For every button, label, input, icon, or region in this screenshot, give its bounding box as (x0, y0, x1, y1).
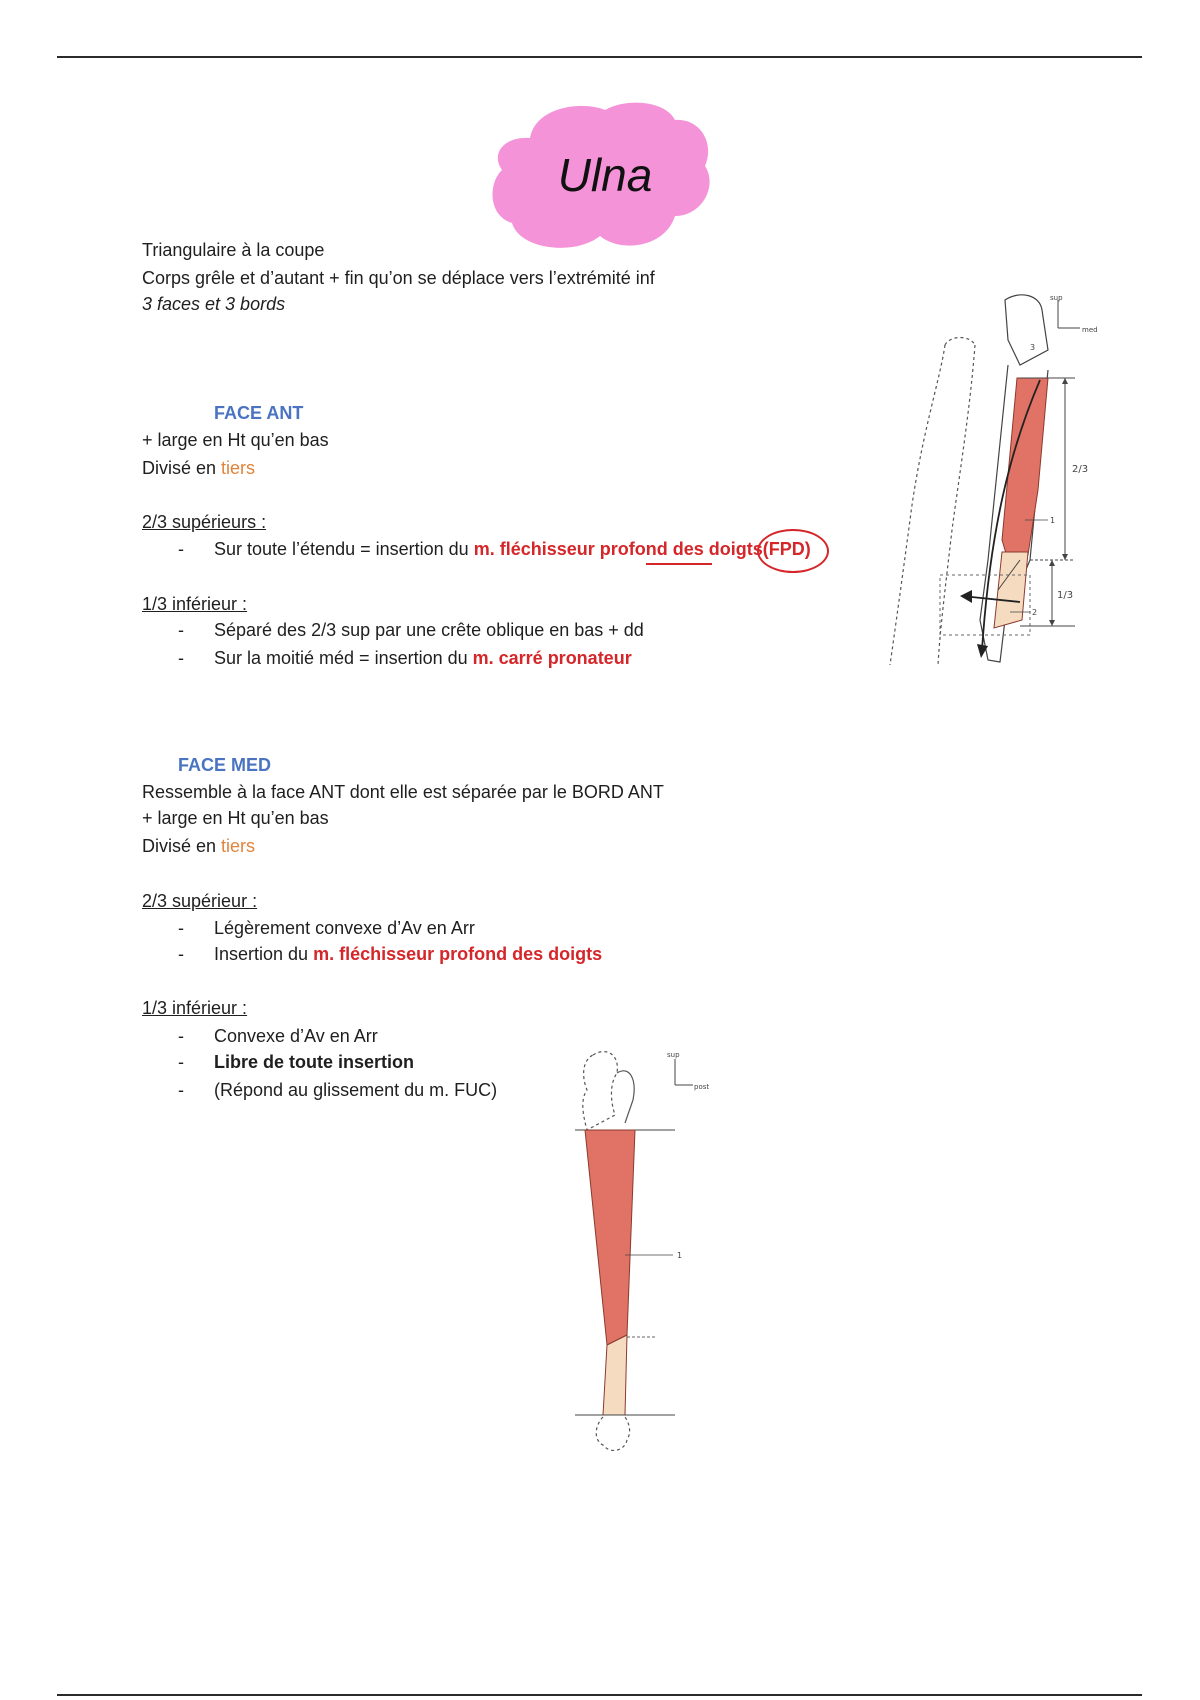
face-ant-line-2-text: Divisé en (142, 458, 222, 478)
intro-line-2: Corps grêle et d’autant + fin qu’on se déplace vers l’extrémité inf (142, 268, 655, 288)
face-med-lower-heading: 1/3 inférieur : (142, 998, 248, 1018)
dash: - (178, 918, 184, 938)
face-med-tiers: tiers (221, 836, 256, 856)
label-3: 3 (1030, 343, 1036, 352)
two-thirds-label: 2/3 (1072, 464, 1089, 475)
face-med-line-1: Ressemble à la face ANT dont elle est séparée par le BORD ANT (142, 782, 664, 802)
face-med-line-3-text: Divisé en (142, 836, 222, 856)
label-1: 1 (1050, 516, 1056, 525)
face-ant-lower-heading: 1/3 inférieur : (142, 594, 248, 614)
hand-underline (646, 563, 712, 565)
face-med-upper-bullet-2 (214, 942, 602, 966)
face-ant-line-2 (142, 456, 255, 480)
fpd-abbr-text: (FPD) (762, 539, 811, 559)
intro-line-1: Triangulaire à la coupe (142, 240, 325, 260)
fpd-abbr (763, 537, 811, 561)
dash: - (178, 944, 184, 964)
top-rule (57, 56, 1142, 58)
ulna-anterior-figure (880, 290, 1100, 675)
page-title: Ulna (557, 149, 653, 201)
dash: - (178, 539, 184, 559)
muscle-name-fpd: m. fléchisseur profond des doigts (313, 944, 603, 964)
face-ant-line-1: + large en Ht qu’en bas (142, 430, 329, 450)
hand-circle (757, 529, 829, 573)
bullet-text: Sur toute l’étendu = insertion du (214, 539, 474, 559)
face-med-heading: FACE MED (178, 755, 272, 775)
face-ant-upper-heading: 2/3 supérieurs : (142, 512, 267, 532)
dash: - (178, 1026, 184, 1046)
bullet-text: Sur la moitié méd = insertion du (214, 648, 473, 668)
intro-line-3: 3 faces et 3 bords (142, 294, 286, 314)
axis-top-label: sup (1050, 294, 1063, 302)
one-third-label: 1/3 (1057, 590, 1074, 601)
face-ant-upper-bullet-1 (214, 537, 811, 561)
label-2: 2 (1032, 608, 1038, 617)
bullet-text: Insertion du (214, 944, 314, 964)
face-med-lower-bullet-2: Libre de toute insertion (214, 1052, 415, 1072)
muscle-name-fpd: m. fléchisseur profond des doigts (473, 539, 763, 559)
face-ant-lower-bullet-2 (214, 646, 632, 670)
axis-right-label: post (694, 1083, 710, 1091)
face-med-lower-bullet-3: (Répond au glissement du m. FUC) (214, 1080, 498, 1100)
ulna-medial-figure (575, 1045, 735, 1460)
title-cloud (490, 98, 720, 258)
label-1: 1 (677, 1251, 683, 1260)
bottom-rule (57, 1694, 1142, 1696)
dash: - (178, 648, 184, 668)
dash: - (178, 1052, 184, 1072)
axis-top-label: sup (667, 1051, 680, 1059)
face-med-upper-heading: 2/3 supérieur : (142, 891, 258, 911)
face-med-lower-bullet-1: Convexe d’Av en Arr (214, 1026, 378, 1046)
dash: - (178, 1080, 184, 1100)
face-med-line-3 (142, 834, 255, 858)
axis-right-label: med (1082, 326, 1098, 334)
muscle-name-carre: m. carré pronateur (472, 648, 632, 668)
face-med-line-2: + large en Ht qu’en bas (142, 808, 329, 828)
face-ant-heading: FACE ANT (214, 403, 304, 423)
face-med-upper-bullet-1: Légèrement convexe d’Av en Arr (214, 918, 475, 938)
dash: - (178, 620, 184, 640)
face-ant-tiers: tiers (221, 458, 256, 478)
face-ant-lower-bullet-1: Séparé des 2/3 sup par une crête oblique en bas + dd (214, 620, 644, 640)
